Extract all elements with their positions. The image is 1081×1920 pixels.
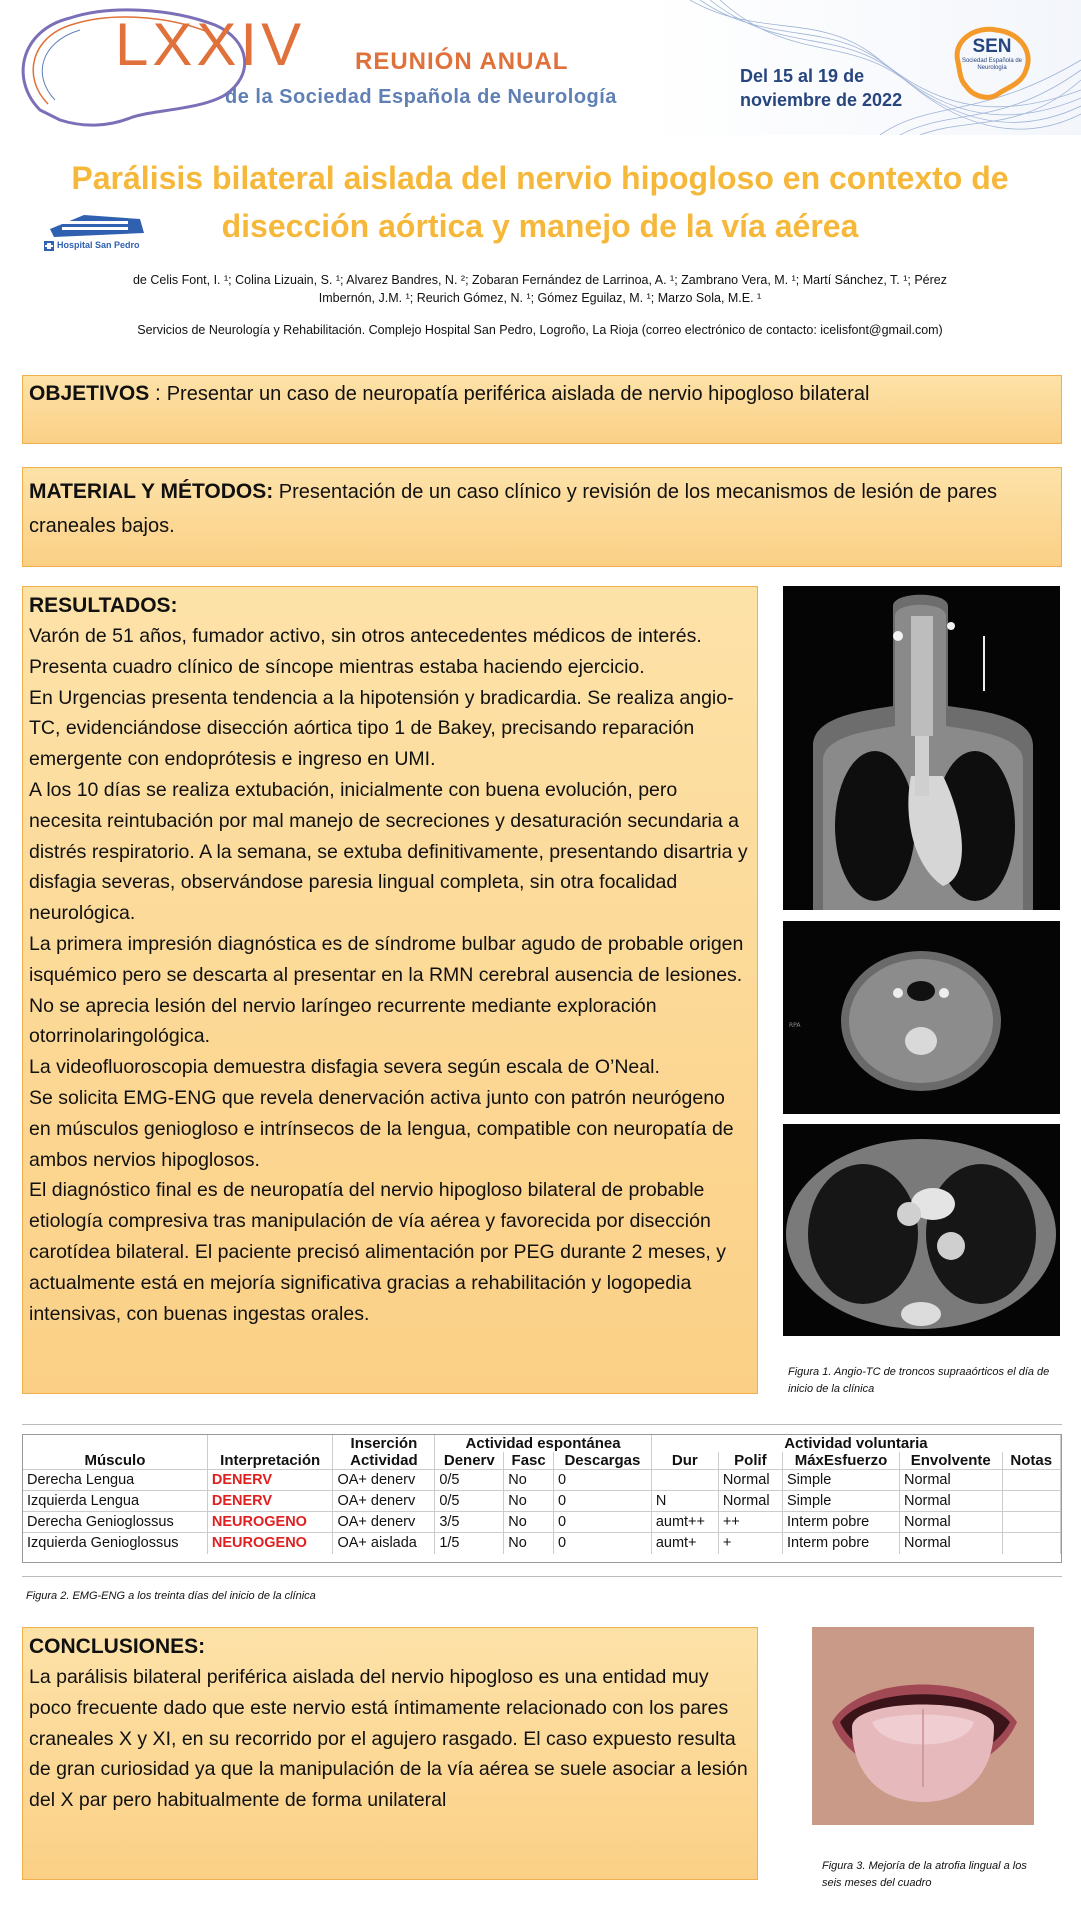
cell-maxesfuerzo: Interm pobre — [783, 1512, 900, 1533]
cell-dur: aumt++ — [651, 1512, 718, 1533]
conclusiones-box — [22, 1627, 758, 1880]
col-header: Dur — [651, 1452, 718, 1470]
table-row — [23, 1491, 1061, 1512]
col-header: Interpretación — [207, 1452, 333, 1470]
cell-actividad: OA+ denerv — [333, 1512, 435, 1533]
dates-line-2: noviembre de 2022 — [740, 90, 903, 110]
cell-descargas: 0 — [554, 1470, 652, 1491]
cell-polif: Normal — [718, 1470, 782, 1491]
cell-polif: + — [718, 1533, 782, 1554]
col-header: Descargas — [554, 1452, 652, 1470]
table-group-header-row — [23, 1435, 1061, 1452]
authors-line-1: de Celis Font, I. ¹; Colina Lizuain, S. ¹; Alvarez Bandres, N. ²; Zobaran Fernández de Larrinoa, A. ¹; Zambrano Vera, M. ¹; Martí Sánchez, T. ¹; Pérez — [132, 273, 947, 287]
scan-marker: RPA — [789, 1022, 801, 1029]
table-row — [23, 1512, 1061, 1533]
cell-musculo: Izquierda Lengua — [23, 1491, 207, 1512]
ct-scan-axial-neck — [783, 921, 1060, 1114]
cell-envolvente: Normal — [899, 1512, 1002, 1533]
ct-scan-axial-thorax — [783, 1124, 1060, 1336]
material-heading: MATERIAL Y MÉTODOS: — [29, 480, 274, 503]
conclusiones-text: La parálisis bilateral periférica aislada del nervio hipogloso es una entidad muy poco frecuente dado que este nervio está íntimamente relacionado con los pares craneales X y XI, en su recorrido por el agujero rasgado. El caso expuesto resulta de gran curiosidad ya que la manipulación de la vía aérea se suele asociar a lesión del X par pero habitualmente de forma unilateral — [29, 1666, 748, 1812]
col-header: Fasc — [504, 1452, 554, 1470]
cell-denerv: 0/5 — [435, 1491, 504, 1512]
conclusiones-heading: CONCLUSIONES: — [29, 1635, 206, 1658]
sen-logo — [948, 22, 1036, 102]
objetivos-heading: OBJETIVOS — [29, 382, 150, 405]
col-header: Envolvente — [899, 1452, 1002, 1470]
group-header-insercion: Inserción — [333, 1435, 435, 1452]
objetivos-box — [22, 375, 1062, 444]
figure-1-caption: Figura 1. Angio-TC de troncos supraaórticos el día de inicio de la clínica — [788, 1366, 1050, 1395]
cell-descargas: 0 — [554, 1491, 652, 1512]
cell-notas — [1002, 1491, 1060, 1512]
resultados-paragraph: Varón de 51 años, fumador activo, sin otros antecedentes médicos de interés. — [29, 625, 702, 647]
cell-notas — [1002, 1512, 1060, 1533]
authors-line-2: Imbernón, J.M. ¹; Reurich Gómez, N. ¹; Gómez Eguilaz, M. ¹; Marzo Sola, M.E. ¹ — [318, 291, 762, 305]
col-header: MáxEsfuerzo — [783, 1452, 900, 1470]
cell-musculo: Izquierda Genioglossus — [23, 1533, 207, 1554]
ct-coronal-image — [783, 586, 1060, 910]
hospital-logo-text: Hospital San Pedro — [57, 240, 140, 250]
resultados-paragraph: Se solicita EMG-ENG que revela denervación activa junto con patrón neurógeno en músculos geniogloso e intrínsecos de la lengua, compatible con neuropatía de ambos nervios hipoglosos. — [29, 1086, 734, 1171]
col-header: Actividad — [333, 1452, 435, 1470]
emg-table — [22, 1434, 1062, 1563]
cell-denerv: 1/5 — [435, 1533, 504, 1554]
material-metodos-box — [22, 467, 1062, 567]
col-header: Denerv — [435, 1452, 504, 1470]
event-dates — [740, 64, 902, 112]
table-row — [23, 1533, 1061, 1554]
cell-envolvente: Normal — [899, 1533, 1002, 1554]
cell-interpretacion: DENERV — [207, 1470, 333, 1491]
table-header-row — [23, 1452, 1061, 1470]
cell-maxesfuerzo: Simple — [783, 1491, 900, 1512]
cell-musculo: Derecha Genioglossus — [23, 1512, 207, 1533]
cell-maxesfuerzo: Simple — [783, 1470, 900, 1491]
cell-actividad: OA+ denerv — [333, 1491, 435, 1512]
cell-fasc: No — [504, 1533, 554, 1554]
cell-dur: aumt+ — [651, 1533, 718, 1554]
resultados-paragraph: El diagnóstico final es de neuropatía del nervio hipogloso bilateral de probable etiología compresiva tras manipulación de vía aérea y favorecida por disección carotídea bilateral. El paciente precisó alimentación por PEG durante 2 meses, y actualmente está en mejoría significativa gracias a rehabilitación y logopedia intensivas, con buenas ingestas orales. — [29, 1179, 726, 1325]
cell-interpretacion: NEUROGENO — [207, 1512, 333, 1533]
sen-logo-text: SEN — [972, 36, 1012, 57]
group-header-voluntaria: Actividad voluntaria — [651, 1435, 1060, 1452]
tongue-image — [812, 1627, 1034, 1825]
cell-interpretacion: DENERV — [207, 1491, 333, 1512]
cell-maxesfuerzo: Interm pobre — [783, 1533, 900, 1554]
ct-axial-thorax-image — [783, 1124, 1060, 1336]
col-header: Polif — [718, 1452, 782, 1470]
edition-number: LXXIV — [115, 11, 306, 78]
cell-actividad: OA+ denerv — [333, 1470, 435, 1491]
cell-dur: N — [651, 1491, 718, 1512]
header-banner — [0, 0, 1081, 135]
figure-3-caption: Figura 3. Mejoría de la atrofia lingual a los seis meses del cuadro — [822, 1860, 1027, 1889]
table-top-rule — [22, 1424, 1062, 1425]
affiliation: Servicios de Neurología y Rehabilitación. Complejo Hospital San Pedro, Logroño, La Rioja (correo electrónico de contacto: icelisfont@gmail.com) — [137, 323, 943, 337]
cell-fasc: No — [504, 1470, 554, 1491]
figure-2-caption: Figura 2. EMG-ENG a los treinta días del inicio de la clínica — [26, 1590, 316, 1602]
group-header-empty — [207, 1435, 333, 1452]
resultados-paragraph: Presenta cuadro clínico de síncope mientras estaba haciendo ejercicio. — [29, 655, 645, 678]
resultados-paragraph: La videofluoroscopia demuestra disfagia severa según escala de O’Neal. — [29, 1056, 660, 1079]
objetivos-separator: : — [149, 382, 167, 405]
dates-line-1: Del 15 al 19 de — [740, 66, 865, 86]
table-bottom-rule — [22, 1576, 1062, 1577]
group-header-empty — [23, 1435, 207, 1452]
cell-musculo: Derecha Lengua — [23, 1470, 207, 1491]
cell-fasc: No — [504, 1491, 554, 1512]
resultados-paragraph: En Urgencias presenta tendencia a la hipotensión y bradicardia. Se realiza angio-TC, evidenciándose disección aórtica tipo 1 de Bakey, precisando reparación emergente con endoprótesis e ingreso en UMI. — [29, 686, 734, 771]
ct-axial-neck-image — [783, 921, 1060, 1114]
authors-list — [90, 271, 990, 307]
poster-title: Parálisis bilateral aislada del nervio hipogloso en contexto de disección aórtica y manejo de la vía aérea — [71, 160, 1009, 244]
cell-actividad: OA+ aislada — [333, 1533, 435, 1554]
cell-dur — [651, 1470, 718, 1491]
cell-notas — [1002, 1533, 1060, 1554]
resultados-box — [22, 586, 758, 1394]
resultados-heading: RESULTADOS: — [29, 594, 178, 617]
resultados-paragraph: La primera impresión diagnóstica es de síndrome bulbar agudo de probable origen isquémico pero se descarta al presentar en la RMN cerebral ausencia de lesiones. No se aprecia lesión del nervio laríngeo recurrente mediante exploración otorrinolaringológica. — [29, 932, 744, 1048]
objetivos-text: Presentar un caso de neuropatía periférica aislada de nervio hipogloso bilateral — [166, 383, 870, 405]
ct-scan-coronal — [783, 586, 1060, 910]
material-text: Presentación de un caso clínico y revisión de los mecanismos de lesión de pares craneales bajos. — [29, 481, 997, 537]
cell-descargas: 0 — [554, 1512, 652, 1533]
cell-notas — [1002, 1470, 1060, 1491]
cell-envolvente: Normal — [899, 1470, 1002, 1491]
cell-interpretacion: NEUROGENO — [207, 1533, 333, 1554]
hospital-logo — [44, 207, 154, 255]
col-header: Músculo — [23, 1452, 207, 1470]
tongue-photo — [812, 1627, 1034, 1825]
meeting-label: REUNIÓN ANUAL — [355, 48, 569, 75]
cell-denerv: 0/5 — [435, 1470, 504, 1491]
group-header-espontanea: Actividad espontánea — [435, 1435, 652, 1452]
table-row — [23, 1470, 1061, 1491]
cell-descargas: 0 — [554, 1533, 652, 1554]
cell-envolvente: Normal — [899, 1491, 1002, 1512]
col-header: Notas — [1002, 1452, 1060, 1470]
society-name: de la Sociedad Española de Neurología — [225, 86, 617, 108]
sen-logo-subtext: Sociedad Española de Neurología — [961, 58, 1023, 71]
resultados-paragraph: A los 10 días se realiza extubación, inicialmente con buena evolución, pero necesita reintubación por mal manejo de secreciones y desaturación secundaria a distrés respiratorio. A la semana, se extuba definitivamente, presentando disartria y disfagia severas, observándose paresia lingual completa, sin otra focalidad neurológica. — [29, 778, 748, 925]
cell-fasc: No — [504, 1512, 554, 1533]
cell-polif: ++ — [718, 1512, 782, 1533]
cell-denerv: 3/5 — [435, 1512, 504, 1533]
cell-polif: Normal — [718, 1491, 782, 1512]
